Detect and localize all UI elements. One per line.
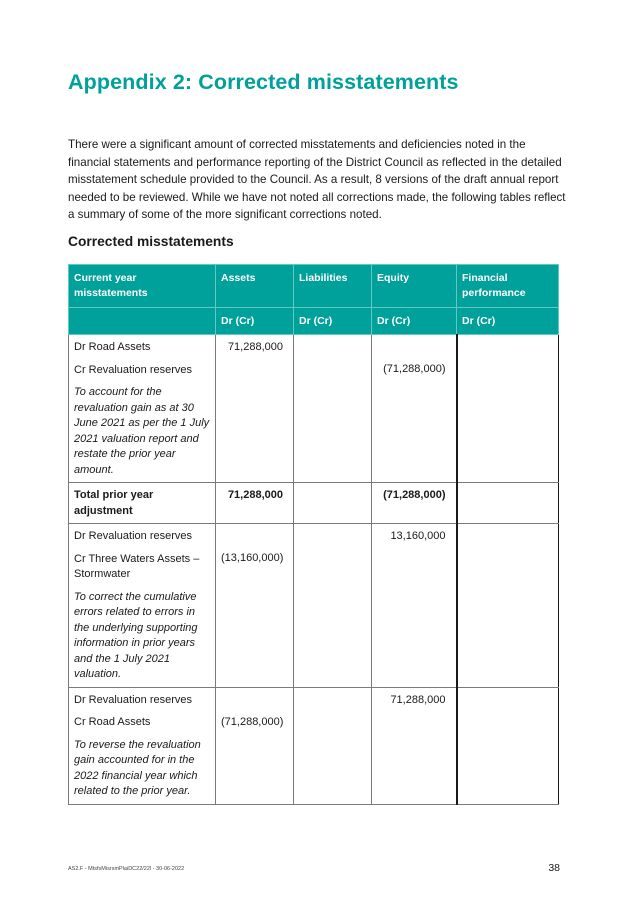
entry-credit-line: Cr Revaluation reserves (74, 363, 192, 376)
financial-performance-cell (457, 335, 559, 483)
assets-value: (13,160,000) (221, 552, 284, 564)
total-label: Total prior year adjustment (69, 483, 216, 524)
page-number: 38 (548, 862, 560, 874)
entry-debit-line: Dr Revaluation reserves (74, 530, 192, 542)
equity-value: (71,288,000) (383, 363, 446, 375)
header-assets: Assets (216, 265, 294, 308)
entry-description-cell (69, 687, 216, 804)
header-equity: Equity (372, 265, 457, 308)
equity-cell: 71,288,000 (372, 687, 457, 804)
total-financial-performance (457, 483, 559, 524)
entry-debit-line: Dr Road Assets (74, 341, 151, 353)
entry-explanation: To correct the cumulative errors related to errors in the underlying supporting information in prior years and the 1 July 2021 valuation. (74, 590, 198, 680)
table-row (69, 524, 559, 688)
financial-performance-cell (457, 524, 559, 688)
table-row-total (69, 483, 559, 524)
entry-credit-line: Cr Road Assets (74, 716, 151, 728)
total-assets: 71,288,000 (216, 483, 294, 524)
subheader-empty (69, 308, 216, 335)
assets-spacer (221, 693, 283, 715)
assets-spacer (221, 529, 283, 551)
assets-cell: 71,288,000 (216, 335, 294, 483)
entry-description-cell (69, 524, 216, 688)
footer-reference: AS2.F - MtsfsMisrsmPlaiDC22/22l - 30-06-2022 (68, 866, 185, 872)
corrected-misstatements-table (68, 264, 559, 805)
table-subheader-row (69, 308, 559, 335)
liabilities-cell (294, 687, 372, 804)
total-liabilities (294, 483, 372, 524)
subheader-assets-dr-cr: Dr (Cr) (216, 308, 294, 335)
entry-explanation: To reverse the revaluation gain accounted for in the 2022 financial year which related to the prior year. (74, 738, 201, 797)
liabilities-cell (294, 335, 372, 483)
liabilities-cell (294, 524, 372, 688)
section-heading: Corrected misstatements (68, 234, 234, 249)
table-row (69, 687, 559, 804)
equity-spacer (377, 340, 446, 362)
total-equity: (71,288,000) (372, 483, 457, 524)
page-title: Appendix 2: Corrected misstatements (68, 70, 459, 94)
entry-credit-line: Cr Three Waters Assets – Stormwater (74, 552, 200, 580)
equity-cell (372, 335, 457, 483)
header-current-year-misstatements: Current year misstatements (69, 265, 216, 308)
header-liabilities: Liabilities (294, 265, 372, 308)
intro-paragraph: There were a significant amount of corrected misstatements and deficiencies noted in the financial statements and performance reporting of the District Council as reflected in the detailed misstatement schedule provided to the Council. As a result, 8 versions of the draft annual report needed to be reviewed. While we have not noted all corrections made, the following tables reflect a summary of some of the more significant corrections noted. (68, 138, 566, 222)
table-row (69, 335, 559, 483)
entry-debit-line: Dr Revaluation reserves (74, 693, 192, 706)
assets-cell (216, 687, 294, 804)
header-financial-performance: Financial performance (457, 265, 559, 308)
subheader-equity-dr-cr: Dr (Cr) (372, 308, 457, 335)
table-header-row (69, 265, 559, 308)
entry-description-cell (69, 335, 216, 483)
assets-value: (71,288,000) (221, 715, 284, 728)
equity-cell: 13,160,000 (372, 524, 457, 688)
financial-performance-cell (457, 687, 559, 804)
subheader-liabilities-dr-cr: Dr (Cr) (294, 308, 372, 335)
subheader-financial-performance-dr-cr: Dr (Cr) (457, 308, 559, 335)
assets-cell (216, 524, 294, 688)
entry-explanation: To account for the revaluation gain as at 30 June 2021 as per the 1 July 2021 valuation report and restate the prior year amount. (74, 386, 210, 476)
